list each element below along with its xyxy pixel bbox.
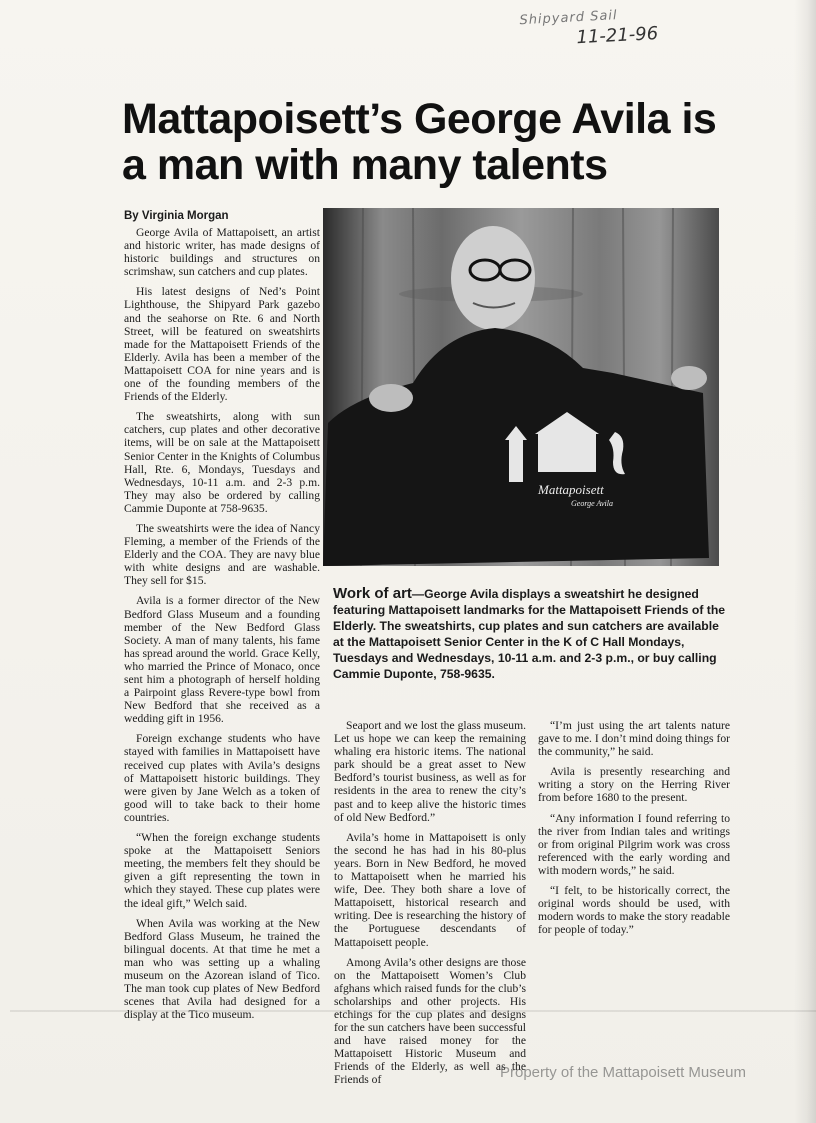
article-column-1 (124, 226, 320, 1123)
caption-lead: Work of art (333, 585, 412, 602)
page-edge-shadow (794, 0, 816, 1123)
paragraph: Avila is presently researching and writing a story on the Herring River from before 1680 to the present. (538, 765, 730, 805)
article-column-3 (538, 719, 730, 1004)
paragraph: Seaport and we lost the glass museum. Let us hope we can keep the remaining whaling era historic items. The national park should be a great asset to New Bedford’s tourist business, as well as for residents in the area to renew the city’s past and to keep alive the historic times of old New Bedford.” (334, 719, 526, 824)
watermark-text: Property of the Mattapoisett Museum (500, 1064, 746, 1081)
paragraph: The sweatshirts, along with sun catchers, cup plates and other decorative items, will be on sale at the Mattapoisett Senior Center in the Knights of Columbus Hall, Rte. 6, Mondays, Tuesdays and Wednesdays, 10-11 a.m. and 2-3 p.m. They may also be ordered by calling Cammie Duponte at 758-9635. (124, 410, 320, 515)
photo-caption (333, 586, 729, 682)
caption-body: —George Avila displays a sweatshirt he designed featuring Mattapoisett landmarks for the Mattapoisett Friends of the Elderly. The sweatshirts, cup plates and sun catchers are available at the Mattapoisett Senior Center in the K of C Hall Mondays, Tuesdays and Wednesdays, 10-11 a.m. and 2-3 p.m., or buy calling Cammie Duponte, 758-9635. (333, 587, 726, 681)
paragraph: George Avila of Mattapoisett, an artist and historic writer, has made designs of historic buildings and structures on scrimshaw, sun catchers and cup plates. (124, 226, 320, 279)
paragraph: Avila’s home in Mattapoisett is only the second he has had in his 80-plus years. Born in New Bedford, he moved to Mattapoisett when he married his wife, Dee. They both share a love of Mattapoisett, historical research and writing. Dee is researching the history of the Portuguese descendants of Mattapoisett people. (334, 830, 526, 949)
photo-george-avila (323, 208, 719, 566)
paragraph: “I’m just using the art talents nature gave to me. I don’t mind doing things for the community,” he said. (538, 719, 730, 759)
article-column-2 (334, 719, 526, 1123)
shirt-signature: George Avila (571, 499, 613, 508)
paragraph: Among Avila’s other designs are those on the Mattapoisett Women’s Club afghans which raised funds for the club’s scholarships and other projects. His etchings for the cup plates and designs for the sun catchers have been successful and have raised money for the Mattapoisett Historic Museum and Friends of the Elderly, as well as the Friends of (334, 955, 526, 1087)
paragraph: “I felt, to be historically correct, the original words should be used, with modern words to make the story readable for people of today.” (538, 884, 730, 937)
paragraph: His latest designs of Ned’s Point Lighthouse, the Shipyard Park gazebo and the seahorse on Rte. 6 and North Street, will be featured on sweatshirts made for the Mattapoisett Friends of the Elderly. Avila has been a member of the Mattapoisett COA for nine years and is one of the founding members of the Friends of the Elderly. (124, 285, 320, 404)
article-headline: Mattapoisett’s George Avila is a man with many talents (122, 95, 717, 189)
handwritten-publication: Shipyard Sail (519, 8, 618, 29)
paragraph: Avila is a former director of the New Bedford Glass Museum and a founding member of the New Bedford Glass Society. A man of many talents, his fame has spread around the world. Grace Kelly, who married the Prince of Monaco, once sent him a photograph of herself holding a Pairpoint glass Revere-type bowl from New Bedford that she received as a wedding gift in 1956. (124, 594, 320, 726)
shirt-wordmark: Mattapoisett (538, 482, 604, 497)
paragraph: “When the foreign exchange students spoke at the Mattapoisett Seniors meeting, the members felt they should be given a gift representing the town in which they stayed. These cup plates were the ideal gift,” Welch said. (124, 831, 320, 910)
handwritten-date: 11-21-96 (575, 23, 659, 49)
paragraph: The sweatshirts were the idea of Nancy Fleming, a member of the Friends of the Elderly and the COA. They are navy blue with white designs and are washable. They sell for $15. (124, 521, 320, 588)
paragraph: When Avila was working at the New Bedford Glass Museum, he trained the bilingual docents. At that time he met a man who was setting up a whaling museum on the Azorean island of Tico. The man took cup plates of New Bedford scenes that Avila had designed for a display at the Tico museum. (124, 916, 320, 1022)
paragraph: Foreign exchange students who have stayed with families in Mattapoisett have received cup plates with Avila’s designs of Mattapoisett historic buildings. They were given by Jane Welch as a token of good will to take back to their home countries. (124, 732, 320, 824)
photo-illustration (323, 208, 719, 566)
article-byline: By Virginia Morgan (124, 210, 229, 222)
paragraph: “Any information I found referring to the river from Indian tales and writings or from original Pilgrim work was cross referenced with the early wording and with modern words,” he said. (538, 811, 730, 877)
